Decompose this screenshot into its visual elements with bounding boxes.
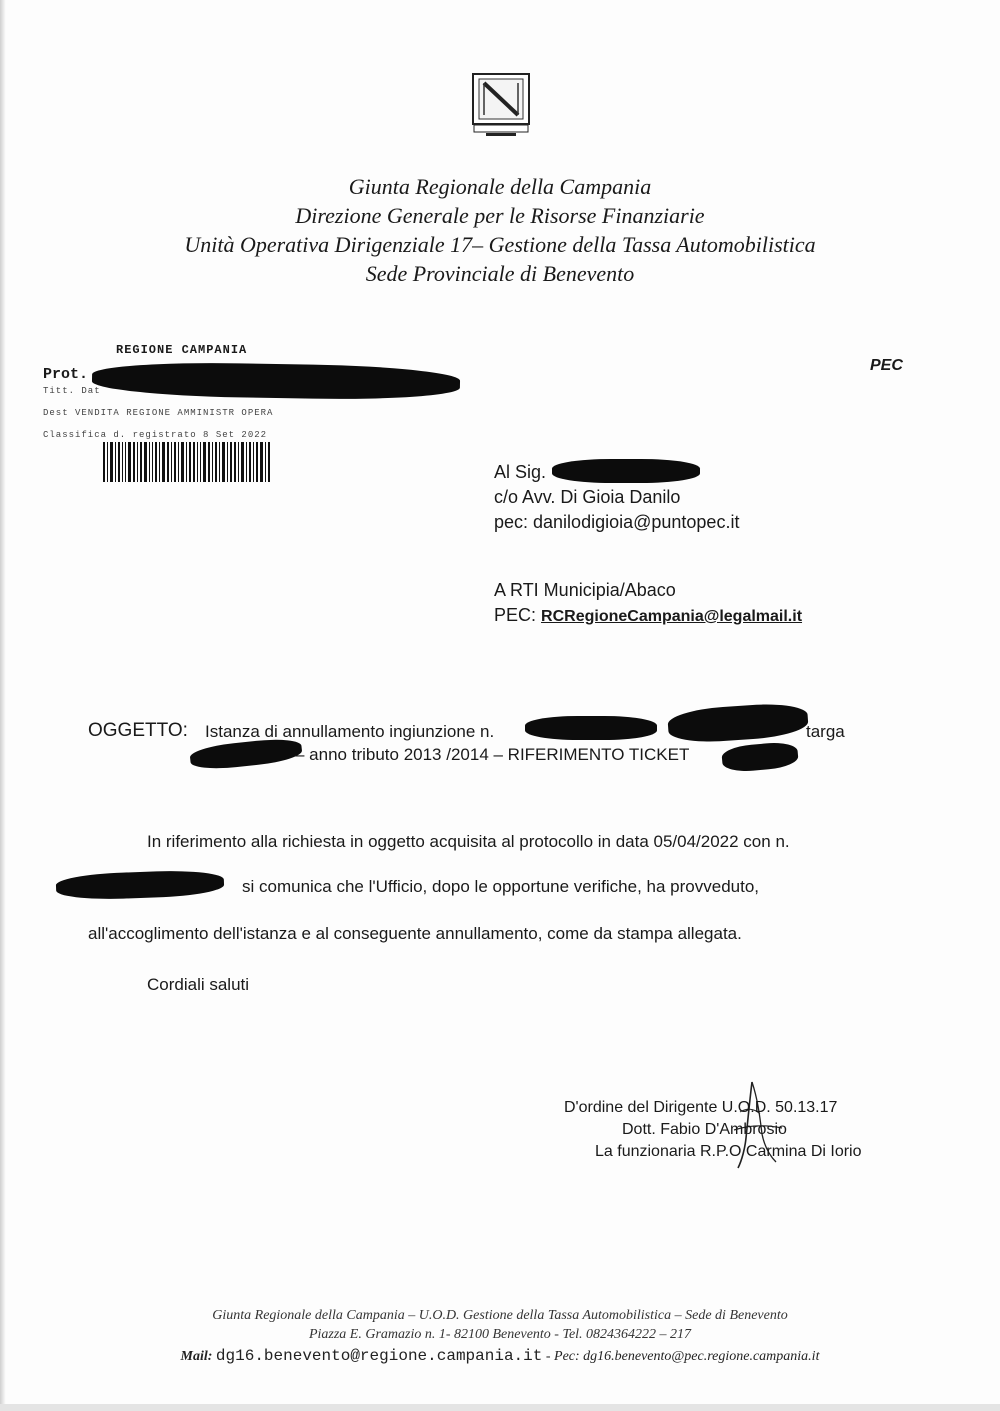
footer-line-3 [0,1347,1000,1365]
signature-line-2: Dott. Fabio D'Ambrosio [622,1121,787,1138]
redaction-mark [56,869,225,901]
redaction-mark [552,459,700,483]
header-line-1: Giunta Regionale della Campania [348,174,652,199]
body-line-3: all'accoglimento dell'istanza e al conseguente annullamento, come da stampa allegata. [88,924,742,943]
barcode [103,442,313,482]
footer-pec-address: - Pec: dg16.benevento@pec.regione.campania.it [545,1349,820,1364]
header-line-2: Direzione Generale per le Risorse Finanziarie [295,203,705,228]
regione-campania-logo [472,73,530,137]
stamp-row-2: Dest VENDITA REGIONE AMMINISTR OPERA [43,408,274,418]
stamp-prot-label: Prot. [43,366,89,383]
stamp-row-1: Titt. Dat [43,386,101,396]
footer-line-2: Piazza E. Gramazio n. 1- 82100 Benevento - Tel. 0824364222 – 217 [308,1327,692,1342]
stamp-org: REGIONE CAMPANIA [116,343,248,357]
subject-line-1b: targa [806,722,845,741]
body-line-1: In riferimento alla richiesta in oggetto acquisita al protocollo in data 05/04/2022 con n. [147,832,790,851]
recipient-line-3: pec: danilodigioia@puntopec.it [494,512,740,532]
redaction-mark [525,716,657,740]
subject-label: OGGETTO: [88,720,188,741]
pec-tag: PEC [870,357,903,374]
redaction-mark [92,361,461,401]
recipient-pec-email: RCRegioneCampania@legalmail.it [541,608,803,625]
recipient-line-4: A RTI Municipia/Abaco [494,580,676,600]
recipient-line-5 [494,605,802,626]
page-bottom-edge [0,1404,1000,1411]
footer-mail-label: Mail: [180,1349,213,1364]
body-line-2: si comunica che l'Ufficio, dopo le opportune verifiche, ha provveduto, [242,877,760,896]
header-line-3: Unità Operativa Dirigenziale 17– Gestione della Tassa Automobilistica [184,232,816,257]
header-line-4: Sede Provinciale di Benevento [365,261,635,286]
footer-line-1: Giunta Regionale della Campania – U.O.D. Gestione della Tassa Automobilistica – Sede di Benevento [212,1308,788,1323]
stamp-row-3: Classifica d. registrato 8 Set 2022 [43,430,268,440]
signature-line-1: D'ordine del Dirigente U.O.D. 50.13.17 [564,1099,838,1116]
signature-line-3: La funzionaria R.P.O Carmina Di Iorio [595,1143,862,1160]
recipient-pec-label: PEC: [494,605,537,625]
redaction-mark [721,741,799,774]
subject-line-2: – anno tributo 2013 /2014 – RIFERIMENTO TICKET [295,745,690,764]
subject-line-1a: Istanza di annullamento ingiunzione n. [205,722,495,741]
redaction-mark [667,701,809,745]
recipient-line-1: Al Sig. [494,462,547,482]
recipient-line-2: c/o Avv. Di Gioia Danilo [494,487,681,507]
closing-salutation: Cordiali saluti [147,975,250,994]
footer-mail-address: dg16.benevento@regione.campania.it [215,1347,543,1365]
